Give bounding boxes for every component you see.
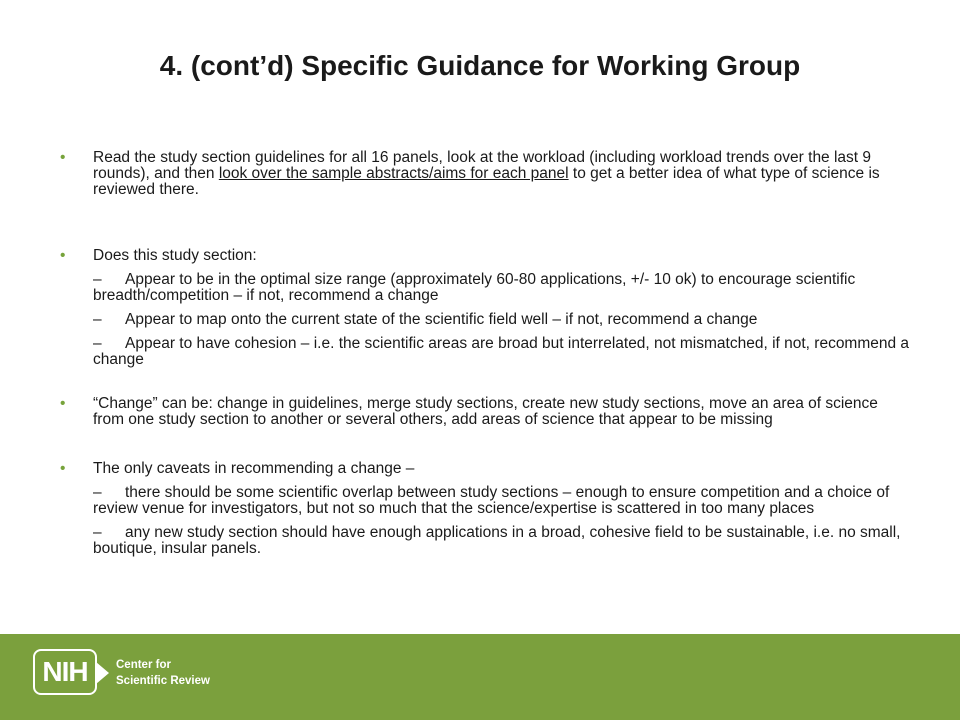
- nih-logo: [33, 649, 97, 695]
- sub-item-text: Appear to map onto the current state of the scientific field well – if not, recommend a change: [125, 311, 758, 328]
- bullet-text: Read the study section guidelines for all 16 panels, look at the workload (including workload trends over the last 9 rounds), and then: [93, 149, 872, 182]
- footer-bar: [0, 634, 960, 720]
- bullet-marker: •: [60, 149, 66, 166]
- sub-item-dash: –: [93, 271, 102, 288]
- bullet-marker: •: [60, 395, 66, 412]
- sub-item: [60, 312, 910, 328]
- sub-item-dash: –: [93, 311, 102, 328]
- sub-item-text: Appear to have cohesion – i.e. the scientific areas are broad but interrelated, not mismatched, if not, recommend a change: [93, 335, 910, 368]
- bullet-text-end: to get a better idea of what type of science is reviewed there.: [93, 165, 880, 198]
- bullet-text: The only caveats in recommending a change –: [93, 460, 415, 477]
- sub-item-dash: –: [93, 524, 102, 541]
- bullet-marker: •: [60, 460, 66, 477]
- sub-item: [60, 485, 910, 517]
- bullet-underlined-text: look over the sample abstracts/aims for each panel: [218, 165, 569, 182]
- sub-item-text: any new study section should have enough applications in a broad, cohesive field to be sustainable, i.e. no small, boutique, insular panels.: [93, 524, 901, 557]
- nih-logo-mark: NIH: [42, 656, 88, 687]
- sub-item-dash: –: [93, 484, 102, 501]
- bullet-item: [60, 396, 910, 428]
- logo-caption: [116, 657, 210, 689]
- sub-item: [60, 272, 910, 304]
- sub-item: [60, 525, 910, 557]
- sub-item: [60, 336, 910, 368]
- bullet-marker: •: [60, 247, 66, 264]
- logo-caption-line2: Scientific Review: [116, 675, 210, 687]
- bullet-item: [60, 461, 910, 477]
- bullet-item: [60, 248, 910, 264]
- bullet-item: [60, 150, 910, 198]
- slide-content: [60, 150, 910, 557]
- sub-item-dash: –: [93, 335, 102, 352]
- bullet-text: “Change” can be: change in guidelines, merge study sections, create new study sections, move an area of science from one study section to another or several others, add areas of science that appear to be missing: [93, 395, 878, 428]
- sub-item-text: there should be some scientific overlap between study sections – enough to ensure competition and a choice of review venue for investigators, but not so much that the science/expertise is scattered in too many places: [93, 484, 890, 517]
- slide-title: 4. (cont’d) Specific Guidance for Working Group: [159, 50, 801, 81]
- bullet-text: Does this study section:: [93, 247, 257, 264]
- logo-caption-line1: Center for: [116, 659, 171, 671]
- sub-item-text: Appear to be in the optimal size range (approximately 60-80 applications, +/- 10 ok) to encourage scientific breadth/competition – if not, recommend a change: [93, 271, 856, 304]
